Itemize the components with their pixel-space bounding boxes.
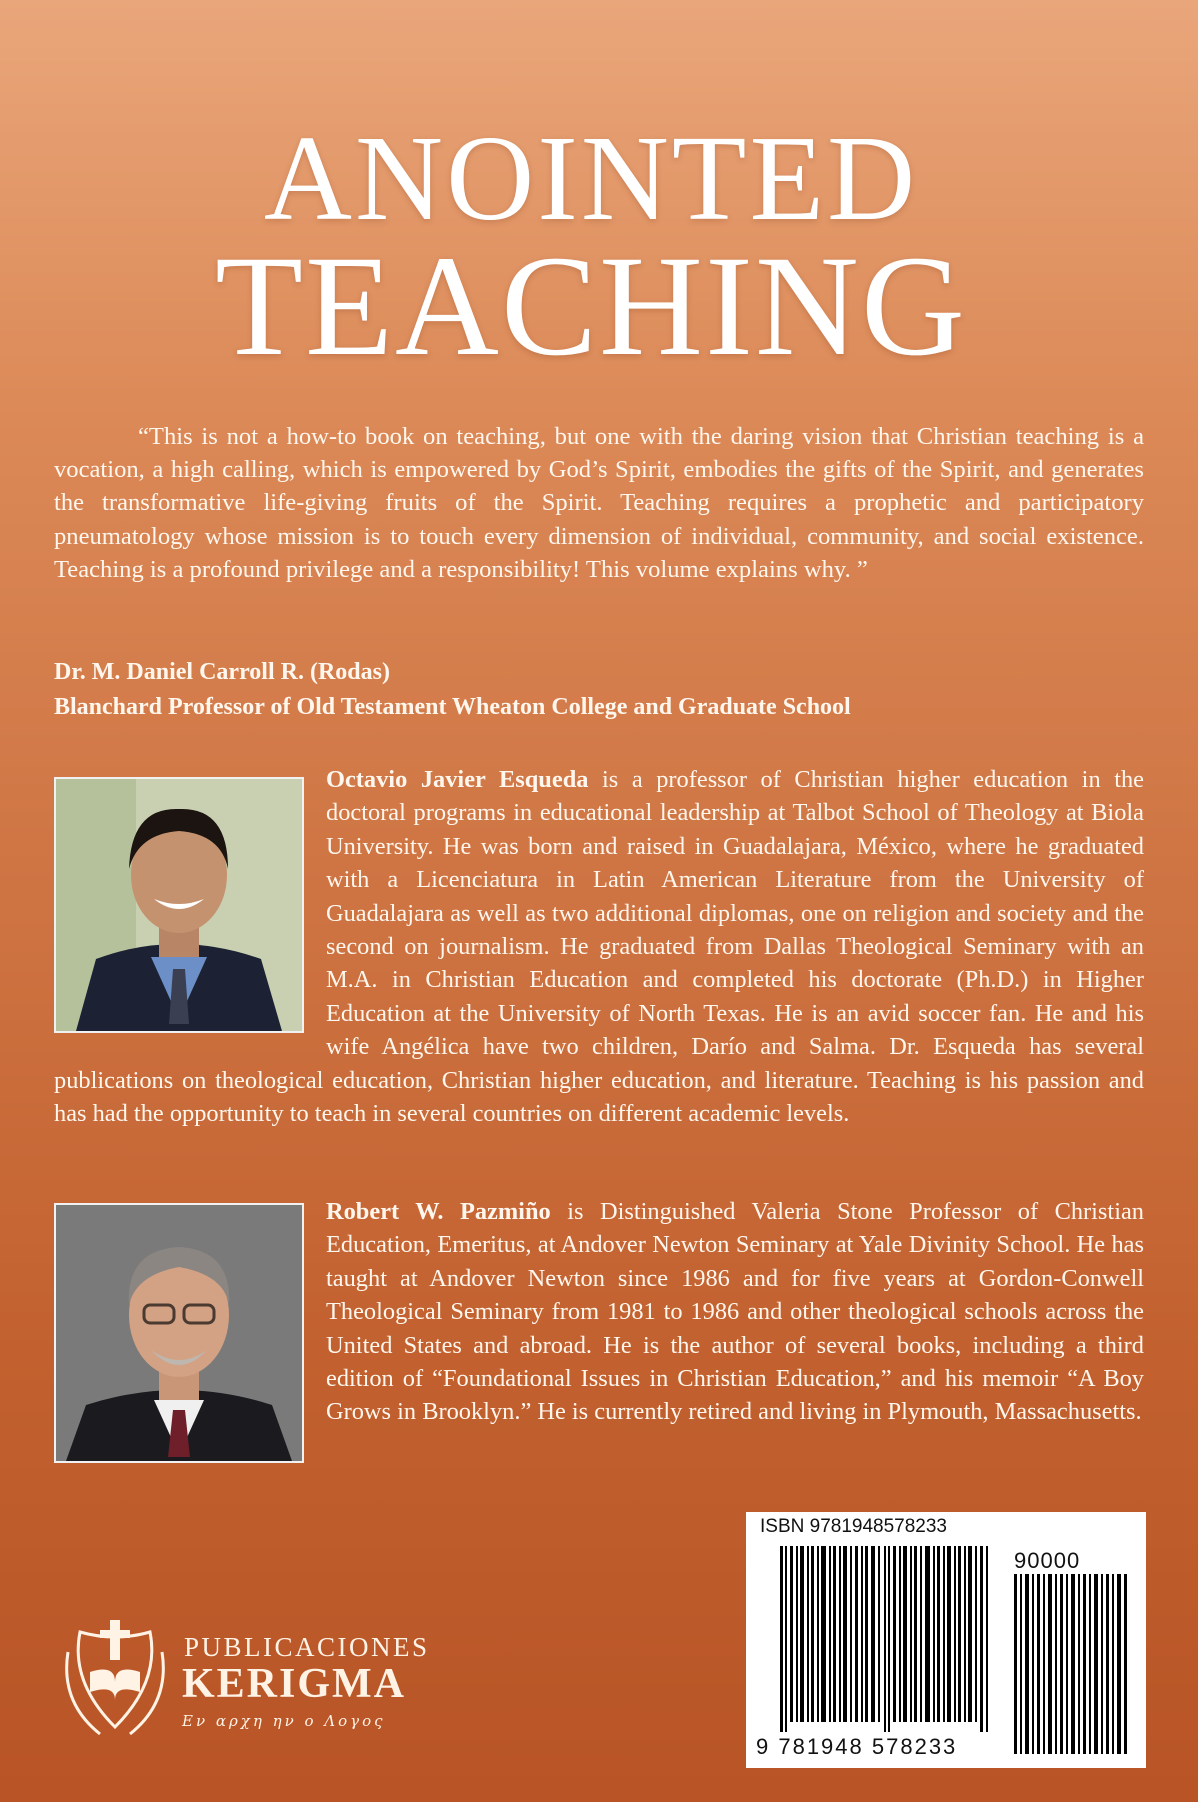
author-photo-pazmino xyxy=(54,1203,304,1463)
publisher-logo xyxy=(60,1612,430,1742)
bio2-text: is Distinguished Valeria Stone Professor of Christian Education, Emeritus, at Andover Newton Seminary at Yale Divinity School. He has taught at Andover Newton since 1986 and for five years at Gordon-Conwell Theological Seminary from 1981 to 1986 and other theological schools across the United States and abroad. He is the author of several books, including a third edition of “Foundational Issues in Christian Education,” and his memoir “A Boy Grows in Brooklyn.” He is currently retired and living in Plymouth, Massachusetts. xyxy=(326,1198,1144,1426)
bio2-name: Robert W. Pazmiño xyxy=(326,1198,551,1225)
bio1-text: is a professor of Christian higher education in the doctoral programs in educational leadership at Talbot School of Theology at Biola University. He was born and raised in Guadalajara, México, where he graduated with a Licenciatura in Latin American Literature from the University of Guadalajara as well as two additional diplomas, one on religion and society and the second on journalism. He graduated from Dallas Theological Seminary with an M.A. in Christian Education and completed his doctorate (Ph.D.) in Higher Education at the University of North Texas. He is an avid soccer fan. He and his wife Angélica have two children, Darío and Salma. Dr. Esqueda has several publications on theological education, Christian higher education, and literature. Teaching is his passion and has had the opportunity to teach in several countries on different academic levels. xyxy=(54,766,1144,1128)
author-photo-esqueda xyxy=(54,777,304,1033)
author-bio-esqueda xyxy=(54,763,1144,1130)
main-barcode-bars xyxy=(780,1546,1000,1732)
portrait-illustration xyxy=(56,779,302,1031)
publisher-name-line2: KERIGMA xyxy=(182,1661,406,1707)
publisher-name-line1: PUBLICACIONES xyxy=(184,1632,430,1662)
publisher-motto: Εν αρχη ην ο Λογος xyxy=(182,1712,386,1730)
endorser-title: Blanchard Professor of Old Testament Wheaton College and Graduate School xyxy=(54,694,851,720)
price-code: 90000 xyxy=(1014,1548,1081,1573)
endorsement-quote xyxy=(54,420,1144,586)
barcode-digits: 9 781948 578233 xyxy=(756,1734,958,1759)
endorser-name: Dr. M. Daniel Carroll R. (Rodas) xyxy=(54,659,390,685)
book-title-line1: ANOINTED xyxy=(263,111,919,246)
isbn-barcode xyxy=(746,1512,1146,1768)
bio1-name: Octavio Javier Esqueda xyxy=(326,766,589,793)
book-title-line2: TEACHING xyxy=(215,227,967,386)
endorsement-attribution xyxy=(54,655,851,725)
isbn-label: ISBN 9781948578233 xyxy=(760,1516,947,1537)
author-bio-pazmino xyxy=(54,1195,1144,1471)
portrait-illustration xyxy=(56,1205,302,1461)
endorsement-quote-text: “This is not a how-to book on teaching, but one with the daring vision that Christian teaching is a vocation, a high calling, which is empowered by God’s Spirit, embodies the gifts of the Spirit, and generates the transformative life-giving fruits of the Spirit. Teaching requires a prophetic and participatory pneumatology whose mission is to touch every dimension of individual, community, and social existence. Teaching is a profound privilege and a responsibility! This volume explains why. ” xyxy=(54,423,1144,583)
addon-barcode-bars xyxy=(1014,1574,1134,1754)
crest-icon xyxy=(60,1612,170,1742)
